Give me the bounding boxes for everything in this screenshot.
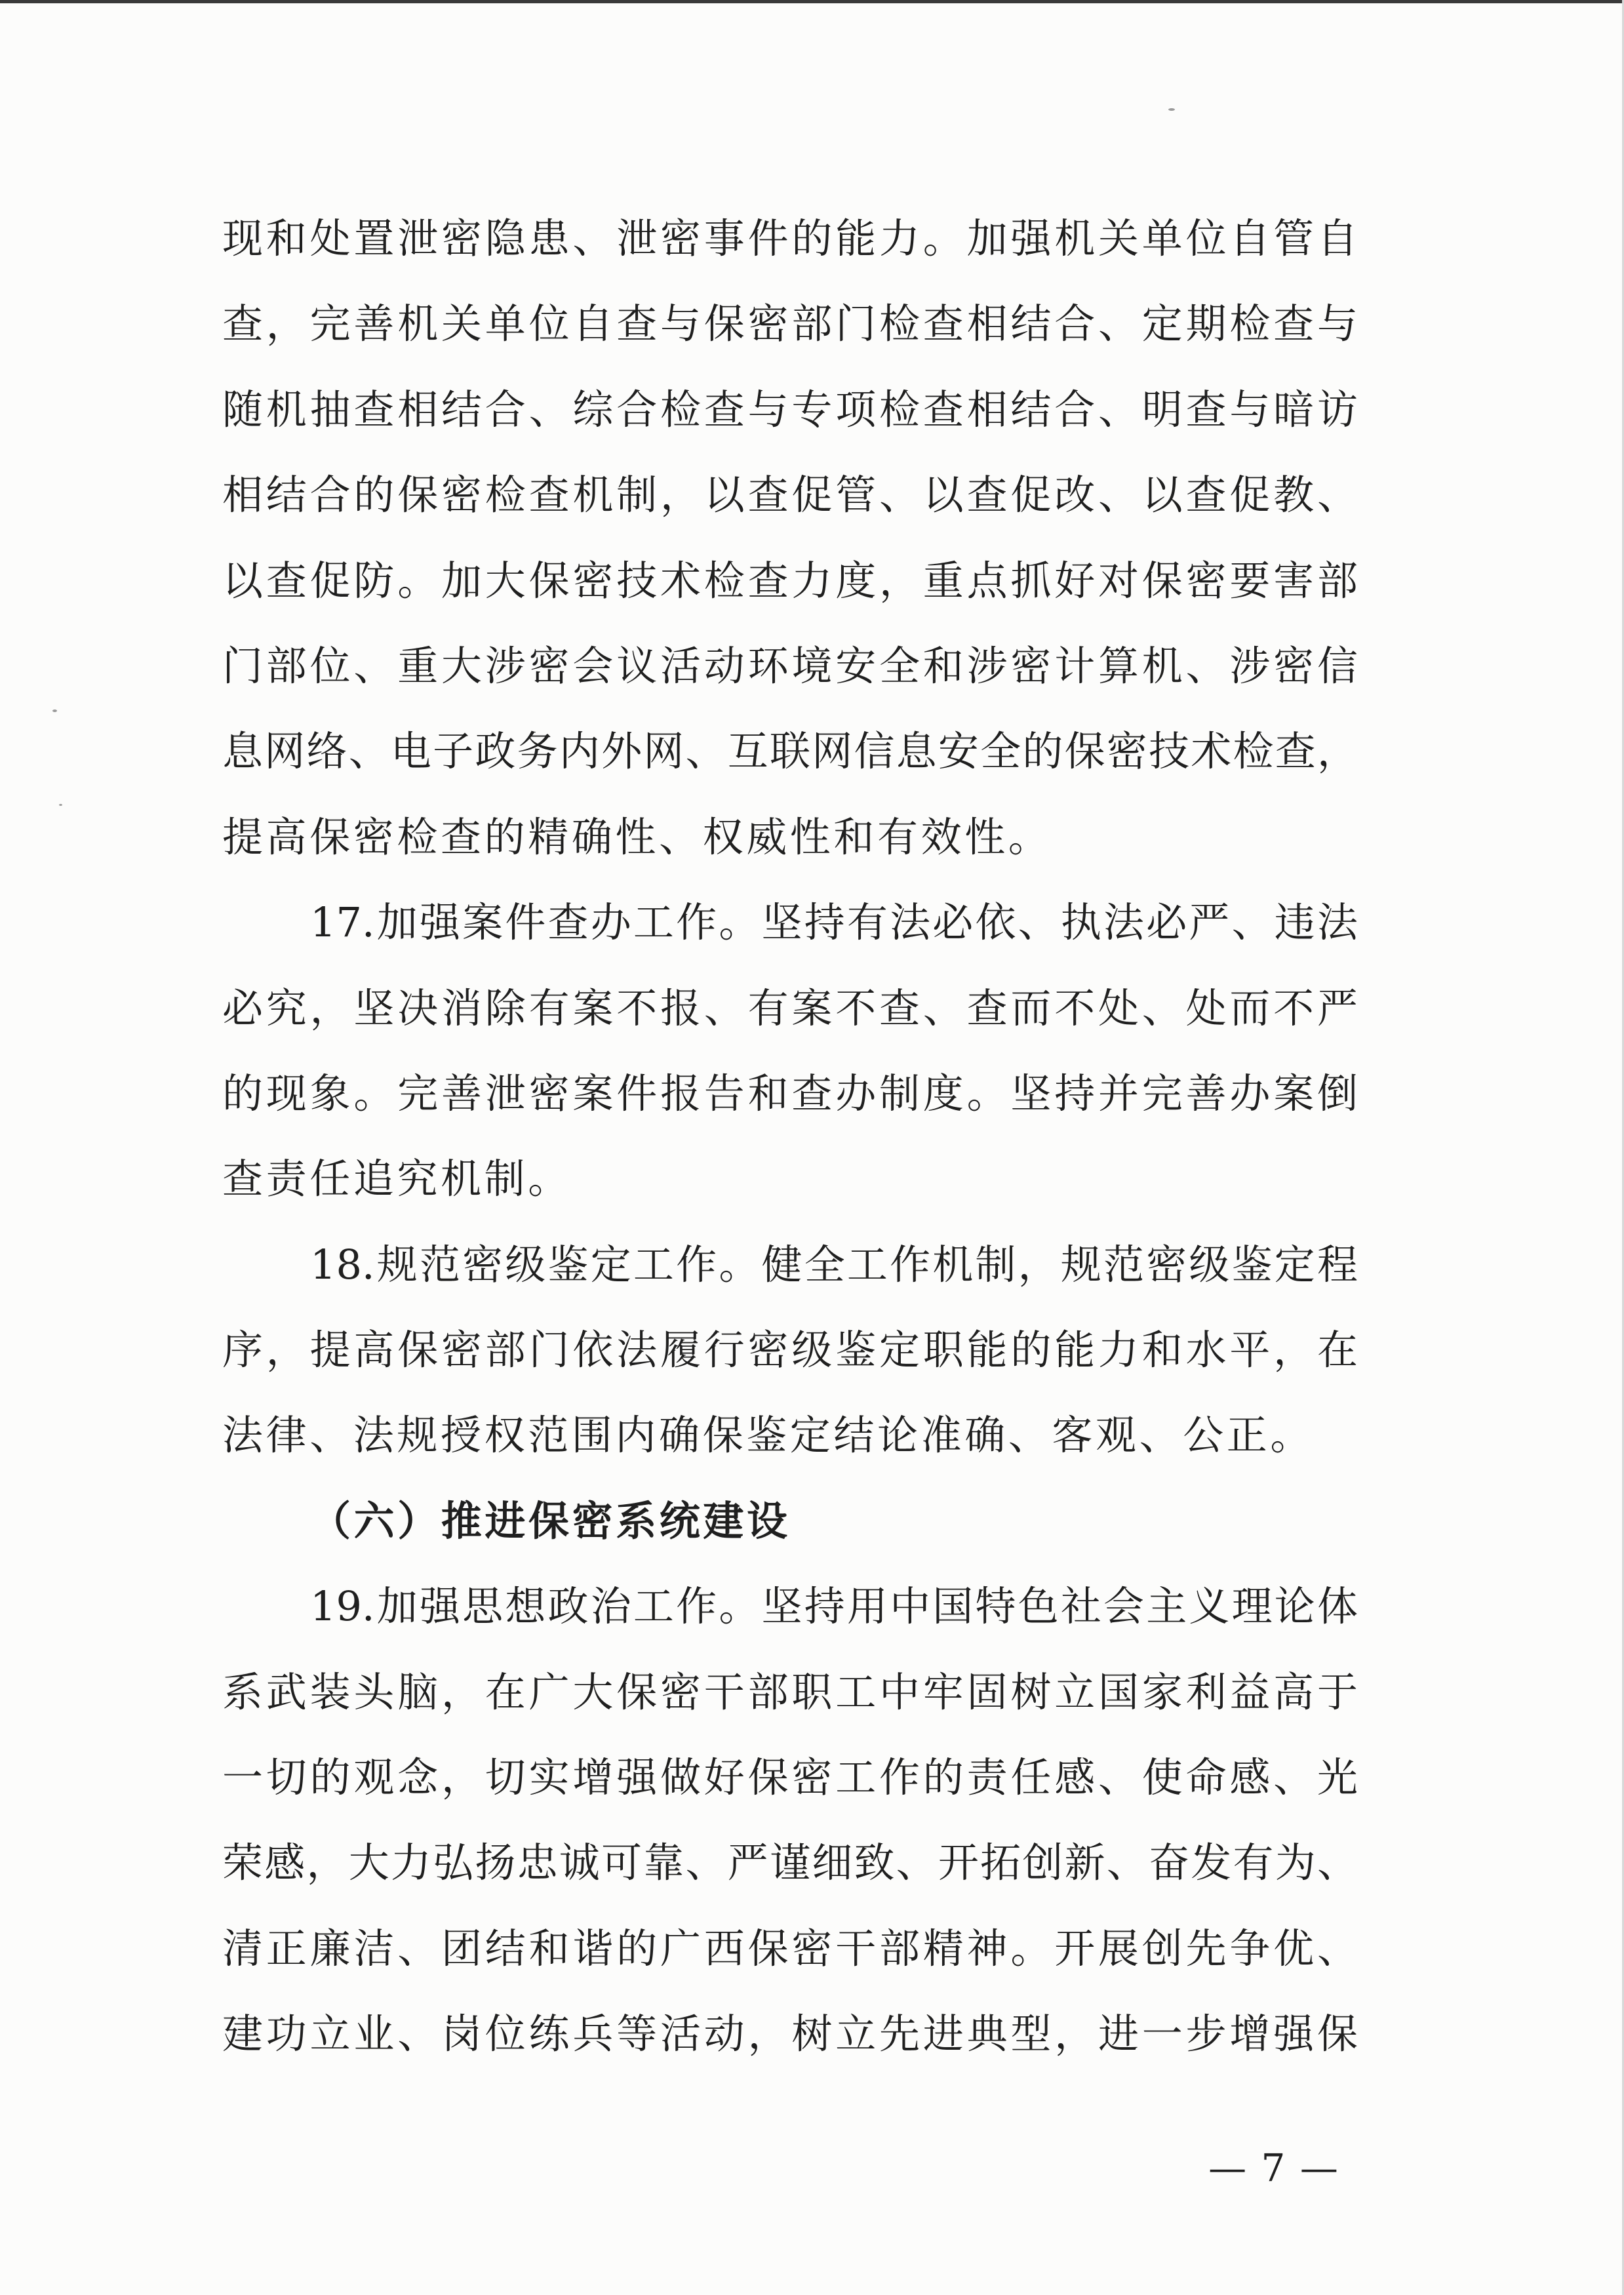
- text-line: 18.规范密级鉴定工作。健全工作机制，规范密级鉴定程: [310, 1240, 1358, 1288]
- section-heading: （六）推进保密系统建设: [310, 1496, 791, 1545]
- text-line: 的现象。完善泄密案件报告和查办制度。坚持并完善办案倒: [222, 1069, 1358, 1117]
- text-line: 提高保密检查的精确性、权威性和有效性。: [222, 812, 1052, 861]
- paragraph-continued: [222, 196, 1358, 880]
- text-line: 17.加强案件查办工作。坚持有法必依、执法必严、违法: [310, 898, 1358, 947]
- scan-edge-top: [0, 0, 1624, 3]
- text-line: 查责任追究机制。: [222, 1155, 572, 1203]
- scan-speck: [59, 804, 62, 806]
- text-line: 以查促防。加大保密技术检查力度，重点抓好对保密要害部: [222, 556, 1358, 605]
- document-body: [222, 196, 1358, 2077]
- text-line: 随机抽查相结合、综合检查与专项检查相结合、明查与暗访: [222, 385, 1358, 433]
- list-item-18: [222, 1222, 1358, 1479]
- list-item-19: [222, 1564, 1358, 2077]
- scan-speck: [1168, 108, 1175, 111]
- text-line: 序，提高保密部门依法履行密级鉴定职能的能力和水平，在: [222, 1326, 1358, 1374]
- text-line: 现和处置泄密隐患、泄密事件的能力。加强机关单位自管自: [222, 214, 1358, 262]
- page-number: — 7 —: [1208, 2145, 1339, 2190]
- text-line: 门部位、重大涉密会议活动环境安全和涉密计算机、涉密信: [222, 641, 1358, 690]
- text-line: 法律、法规授权范围内确保鉴定结论准确、客观、公正。: [222, 1411, 1315, 1460]
- list-item-17: [222, 880, 1358, 1222]
- text-line: 查，完善机关单位自查与保密部门检查相结合、定期检查与: [222, 300, 1358, 348]
- text-line: 清正廉洁、团结和谐的广西保密干部精神。开展创先争优、: [222, 1924, 1358, 1972]
- text-line: 系武装头脑，在广大保密干部职工中牢固树立国家利益高于: [222, 1667, 1358, 1716]
- text-line: 一切的观念，切实增强做好保密工作的责任感、使命感、光: [222, 1753, 1358, 1802]
- text-line: 荣感，大力弘扬忠诚可靠、严谨细致、开拓创新、奋发有为、: [222, 1839, 1358, 1887]
- scan-speck: [52, 709, 57, 712]
- text-line: 必究，坚决消除有案不报、有案不查、查而不处、处而不严: [222, 984, 1358, 1032]
- text-line: 息网络、电子政务内外网、互联网信息安全的保密技术检查，: [222, 727, 1358, 776]
- text-line: 建功立业、岗位练兵等活动，树立先进典型，进一步增强保: [222, 2010, 1358, 2058]
- text-line: 相结合的保密检查机制，以查促管、以查促改、以查促教、: [222, 471, 1358, 519]
- text-line: 19.加强思想政治工作。坚持用中国特色社会主义理论体: [310, 1582, 1358, 1631]
